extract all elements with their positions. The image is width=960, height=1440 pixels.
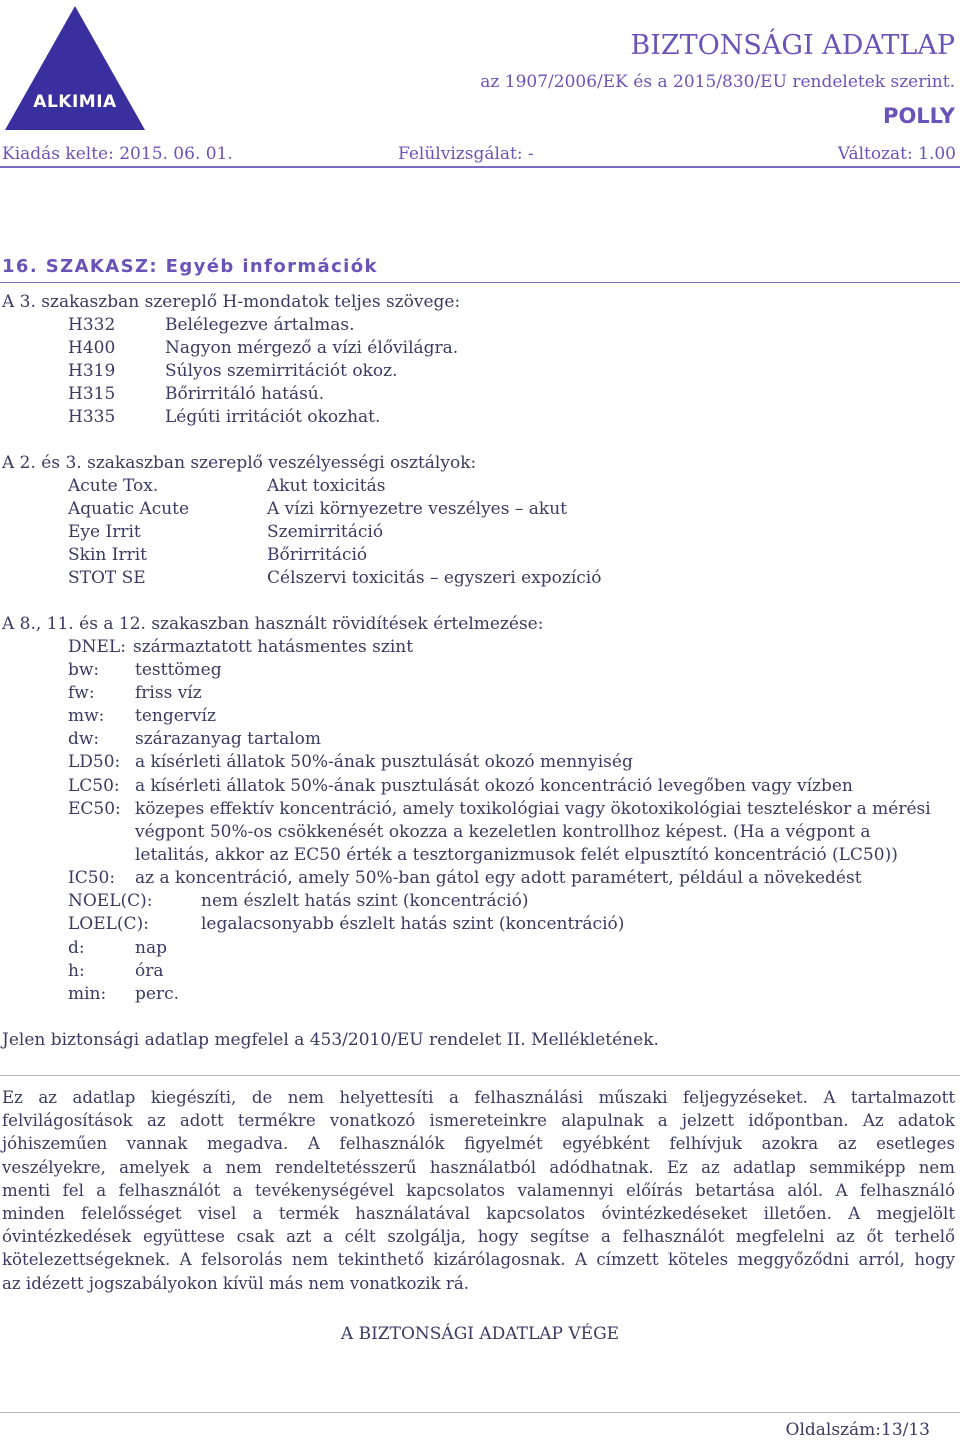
document-title: BIZTONSÁGI ADATLAP [630, 30, 955, 61]
disclaimer-line: jóhiszeműen vannak megadva. A felhasználók figyelmét egyébként felhívjuk azokra az esetleges [2, 1134, 955, 1154]
abbr-text: óra [135, 961, 164, 981]
abbr-code: h: [68, 961, 85, 981]
header-divider [0, 166, 960, 168]
class-code: Skin Irrit [68, 545, 147, 565]
h-code: H332 [68, 315, 116, 335]
abbr-text: származtatott hatásmentes szint [133, 637, 414, 657]
logo-text: ALKIMIA [33, 92, 117, 112]
logo-triangle-icon [2, 4, 148, 132]
end-of-document: A BIZTONSÁGI ADATLAP VÉGE [340, 1324, 620, 1344]
class-text: Szemirritáció [267, 522, 384, 542]
revision: Felülvizsgálat: - [398, 144, 534, 164]
disclaimer-line: óvintézkedések együttese csak azt a célt szolgálja, hogy segítse a felhasználót megfelelni az őt terhelő [2, 1227, 955, 1247]
abbr-code: NOEL(C): [68, 891, 153, 911]
page-number: Oldalszám:13/13 [785, 1420, 930, 1440]
abbr-code: LC50: [68, 776, 120, 796]
abbr-text: friss víz [135, 683, 202, 703]
abbr-text: közepes effektív koncentráció, amely toxikológiai vagy ökotoxikológiai teszteléskor a mérési [135, 799, 931, 819]
abbr-code: d: [68, 938, 85, 958]
regulation-reference: az 1907/2006/EK és a 2015/830/EU rendeletek szerint. [480, 72, 955, 92]
section-divider [0, 282, 960, 283]
class-code: Acute Tox. [68, 476, 159, 496]
abbr-text: testtömeg [135, 660, 222, 680]
abbr-code: LOEL(C): [68, 914, 149, 934]
abbr-text: a kísérleti állatok 50%-ának pusztulását okozó mennyiség [135, 752, 633, 772]
disclaimer-line: felvilágosítások az adott termékre vonatkozó ismereteinkre alapulnak a jelzett időpontban. Az adatok [2, 1111, 955, 1131]
abbr-code: dw: [68, 729, 100, 749]
h-code: H319 [68, 361, 116, 381]
h-code: H315 [68, 384, 116, 404]
abbr-code: fw: [68, 683, 95, 703]
compliance-statement: Jelen biztonsági adatlap megfelel a 453/2010/EU rendelet II. Mellékletének. [2, 1030, 659, 1050]
abbr-code: mw: [68, 706, 105, 726]
abbr-text: legalacsonyabb észlelt hatás szint (koncentráció) [201, 914, 625, 934]
disclaimer-line: Ez az adatlap kiegészíti, de nem helyettesíti a felhasználási műszaki feljegyzéseket. A tartalmazott [2, 1088, 955, 1107]
disclaimer-divider [0, 1075, 960, 1076]
disclaimer-line: kötelezettségeknek. A felsorolás nem tekinthető kizárólagosnak. A címzett köteles meggyőződni arról, hogy [2, 1250, 955, 1270]
abbr-code: LD50: [68, 752, 121, 772]
class-text: Bőrirritáció [267, 545, 368, 565]
disclaimer-line: veszélyekre, amelyek a nem rendeltetésszerű használatból adódhatnak. Ez az adatlap semmiképp nem [2, 1157, 955, 1177]
section-title: 16. SZAKASZ: Egyéb információk [2, 256, 378, 277]
abbr-text: perc. [135, 984, 179, 1004]
h-code: H335 [68, 407, 116, 427]
abbr-text-continued: letalitás, akkor az EC50 érték a tesztorganizmusok felét elpusztító koncentráció (LC50)) [135, 845, 898, 865]
alkimia-logo [2, 4, 148, 132]
class-text: A vízi környezetre veszélyes – akut [267, 499, 567, 519]
abbr-code: bw: [68, 660, 100, 680]
disclaimer-paragraph [2, 1086, 955, 1295]
h-text: Belélegezve ártalmas. [165, 315, 355, 335]
h-text: Nagyon mérgező a vízi élővilágra. [165, 338, 459, 358]
h-text: Bőrirritáló hatású. [165, 384, 325, 404]
class-code: Eye Irrit [68, 522, 141, 542]
disclaimer-line: menti fel a felhasználót a tevékenységével kapcsolatos valamennyi előírás betartása alól. A felhasználó [2, 1180, 955, 1200]
abbr-code: EC50: [68, 799, 121, 819]
abbr-text: az a koncentráció, amely 50%-ban gátol egy adott paramétert, például a növekedést [135, 868, 862, 888]
abbr-text: nap [135, 938, 167, 958]
abbr-text: tengervíz [135, 706, 216, 726]
class-text: Célszervi toxicitás – egyszeri expozíció [267, 568, 602, 588]
issue-date: Kiadás kelte: 2015. 06. 01. [2, 144, 233, 164]
class-text: Akut toxicitás [267, 476, 386, 496]
class-code: STOT SE [68, 568, 146, 588]
abbr-text-continued: végpont 50%-os csökkenését okozza a kezeletlen kontrollhoz képest. (Ha a végpont a [135, 822, 871, 842]
hazard-classes-intro: A 2. és 3. szakaszban szereplő veszélyességi osztályok: [2, 453, 477, 473]
product-name: POLLY [883, 104, 955, 128]
abbr-code: min: [68, 984, 107, 1004]
h-statements-intro: A 3. szakaszban szereplő H-mondatok teljes szövege: [2, 292, 461, 312]
h-code: H400 [68, 338, 116, 358]
class-code: Aquatic Acute [68, 499, 190, 519]
disclaimer-line: minden felelősséget visel a termék használatával kapcsolatos óvintézkedéseket illetően. A megjelölt [2, 1204, 955, 1224]
abbreviations-intro: A 8., 11. és a 12. szakaszban használt rövidítések értelmezése: [2, 614, 544, 634]
abbr-text: nem észlelt hatás szint (koncentráció) [201, 891, 529, 911]
footer-divider [0, 1412, 960, 1413]
h-text: Légúti irritációt okozhat. [165, 407, 381, 427]
abbr-text: szárazanyag tartalom [135, 729, 321, 749]
version: Változat: 1.00 [837, 144, 956, 164]
abbr-text: a kísérleti állatok 50%-ának pusztulását okozó koncentráció levegőben vagy vízben [135, 776, 853, 796]
disclaimer-line: az idézett jogszabályokon kívül más nem vonatkozik rá. [2, 1273, 470, 1293]
abbr-code: IC50: [68, 868, 116, 888]
abbr-code: DNEL: [68, 637, 126, 657]
h-text: Súlyos szemirritációt okoz. [165, 361, 398, 381]
